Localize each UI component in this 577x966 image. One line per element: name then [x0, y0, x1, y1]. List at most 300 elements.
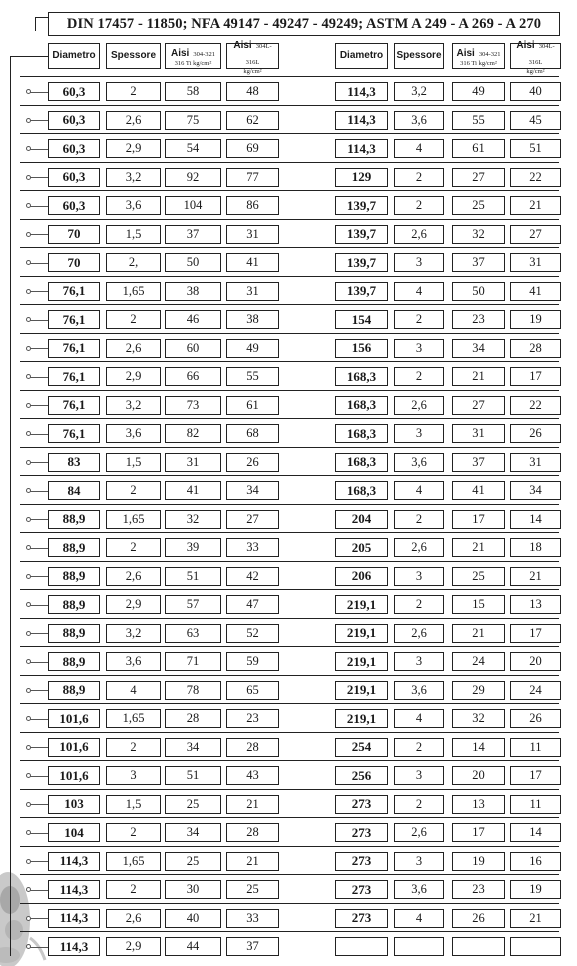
cell-aisi-304-right: 27: [452, 168, 505, 187]
cell-aisi-304l-left: 28: [226, 823, 279, 842]
header-aisi-304-sub: 316 Ti kg/cm²: [460, 60, 497, 68]
cell-aisi-304-left: 66: [165, 367, 221, 386]
row-separator-line: [20, 247, 559, 248]
row-bullet-dot: [26, 260, 31, 265]
cell-aisi-304l-left: 28: [226, 738, 279, 757]
cell-diametro-right: 219,1: [335, 624, 388, 643]
cell-spessore-left: 2: [106, 823, 161, 842]
cell-aisi-304l-left: 55: [226, 367, 279, 386]
cell-diametro-left: 60,3: [48, 111, 100, 130]
cell-aisi-304l-left: 38: [226, 310, 279, 329]
cell-diametro-left: 103: [48, 795, 100, 814]
row-bullet-dot: [26, 403, 31, 408]
row-separator-line: [20, 732, 559, 733]
row-bullet-dot: [26, 545, 31, 550]
cell-diametro-right: 168,3: [335, 367, 388, 386]
cell-aisi-304-left: 25: [165, 852, 221, 871]
cell-spessore-right: 2,6: [394, 538, 444, 557]
row-bullet-dot: [26, 688, 31, 693]
cell-aisi-304l-right: 16: [510, 852, 561, 871]
cell-aisi-304l-right: 31: [510, 253, 561, 272]
cell-diametro-left: 76,1: [48, 396, 100, 415]
header-aisi-304l-right: [510, 40, 561, 76]
row-separator-line: [20, 874, 559, 875]
cell-aisi-304l-right: 24: [510, 681, 561, 700]
cell-aisi-304-left: 32: [165, 510, 221, 529]
header-diametro-left: [48, 43, 100, 69]
header-aisi-304-main: Aisi: [456, 48, 475, 60]
cell-spessore-right: 4: [394, 709, 444, 728]
row-separator-line: [20, 76, 559, 77]
cell-aisi-304-right: 55: [452, 111, 505, 130]
cell-spessore-left: 3: [106, 766, 161, 785]
row-bullet-dot: [26, 602, 31, 607]
row-separator-line: [20, 162, 559, 163]
cell-diametro-right: 139,7: [335, 225, 388, 244]
cell-aisi-304-right: 25: [452, 567, 505, 586]
row-connector-line: [29, 263, 48, 264]
row-separator-line: [20, 361, 559, 362]
row-separator-line: [20, 475, 559, 476]
cell-aisi-304l-left: 34: [226, 481, 279, 500]
row-connector-line: [29, 576, 48, 577]
cell-spessore-left: 2: [106, 82, 161, 101]
cell-aisi-304l-left: 33: [226, 909, 279, 928]
cell-diametro-left: 101,6: [48, 709, 100, 728]
row-bullet-dot: [26, 745, 31, 750]
row-bullet-dot: [26, 517, 31, 522]
row-separator-line: [20, 931, 559, 932]
cell-aisi-304-right: 13: [452, 795, 505, 814]
header-aisi-304-sub: 316 Ti kg/cm²: [174, 60, 212, 68]
cell-diametro-right: 129: [335, 168, 388, 187]
row-separator-line: [20, 447, 559, 448]
table-frame-top-line: [10, 56, 48, 57]
cell-aisi-304-right: 17: [452, 823, 505, 842]
cell-aisi-304l-left: 68: [226, 424, 279, 443]
cell-diametro-left: 60,3: [48, 168, 100, 187]
cell-aisi-304-right: 15: [452, 595, 505, 614]
cell-spessore-right: 2: [394, 795, 444, 814]
cell-aisi-304l-left: 26: [226, 453, 279, 472]
row-connector-line: [29, 234, 48, 235]
cell-diametro-right: 139,7: [335, 282, 388, 301]
cell-diametro-left: 76,1: [48, 310, 100, 329]
cell-spessore-left: 1,65: [106, 709, 161, 728]
cell-aisi-304-left: 57: [165, 595, 221, 614]
row-bullet-dot: [26, 232, 31, 237]
row-bullet-dot: [26, 346, 31, 351]
cell-spessore-right: 3: [394, 652, 444, 671]
cell-spessore-right: 4: [394, 909, 444, 928]
cell-spessore-right: 3: [394, 253, 444, 272]
header-aisi-304l-grade: 304L-316L: [245, 43, 272, 67]
cell-spessore-right: 4: [394, 139, 444, 158]
row-separator-line: [20, 390, 559, 391]
cell-spessore-left: 2,9: [106, 595, 161, 614]
row-connector-line: [29, 833, 48, 834]
row-bullet-dot: [26, 460, 31, 465]
header-aisi-304l-title: [227, 36, 278, 68]
cell-diametro-left: 76,1: [48, 282, 100, 301]
cell-diametro-left: 76,1: [48, 424, 100, 443]
cell-aisi-304l-left: 49: [226, 339, 279, 358]
cell-diametro-left: 88,9: [48, 652, 100, 671]
cell-aisi-304l-right: 21: [510, 567, 561, 586]
row-bullet-dot: [26, 146, 31, 151]
cell-diametro-left: 88,9: [48, 624, 100, 643]
row-bullet-dot: [26, 830, 31, 835]
cell-spessore-right: 4: [394, 282, 444, 301]
cell-aisi-304-right: 37: [452, 253, 505, 272]
row-bullet-dot: [26, 289, 31, 294]
cell-spessore-right: [394, 937, 444, 956]
cell-spessore-left: 3,2: [106, 168, 161, 187]
row-bullet-dot: [26, 944, 31, 949]
cell-aisi-304l-left: 31: [226, 282, 279, 301]
cell-spessore-left: 1,5: [106, 795, 161, 814]
row-connector-line: [29, 291, 48, 292]
cell-aisi-304-right: 50: [452, 282, 505, 301]
table-frame-vertical-line: [10, 56, 11, 956]
row-separator-line: [20, 846, 559, 847]
cell-aisi-304-left: 51: [165, 567, 221, 586]
cell-diametro-left: 70: [48, 253, 100, 272]
cell-aisi-304-left: 60: [165, 339, 221, 358]
cell-spessore-left: 2,: [106, 253, 161, 272]
cell-spessore-left: 2,9: [106, 937, 161, 956]
cell-aisi-304-left: 104: [165, 196, 221, 215]
cell-spessore-right: 2: [394, 510, 444, 529]
cell-aisi-304l-right: 13: [510, 595, 561, 614]
cell-spessore-left: 3,6: [106, 652, 161, 671]
cell-spessore-right: 2: [394, 595, 444, 614]
cell-diametro-left: 88,9: [48, 567, 100, 586]
cell-diametro-left: 114,3: [48, 880, 100, 899]
cell-diametro-right: 168,3: [335, 396, 388, 415]
cell-diametro-right: 254: [335, 738, 388, 757]
row-separator-line: [20, 105, 559, 106]
cell-spessore-left: 3,6: [106, 196, 161, 215]
header-aisi-304l-title: [511, 36, 560, 68]
cell-diametro-right: 168,3: [335, 453, 388, 472]
row-separator-line: [20, 760, 559, 761]
cell-aisi-304l-right: 14: [510, 823, 561, 842]
cell-diametro-right: 256: [335, 766, 388, 785]
cell-aisi-304l-left: 42: [226, 567, 279, 586]
cell-spessore-left: 2: [106, 538, 161, 557]
cell-spessore-right: 2: [394, 196, 444, 215]
cell-diametro-left: 76,1: [48, 339, 100, 358]
cell-diametro-left: 60,3: [48, 139, 100, 158]
cell-diametro-right: 139,7: [335, 253, 388, 272]
header-aisi-304l-grade: 304L-316L: [528, 43, 555, 67]
cell-diametro-right: 114,3: [335, 82, 388, 101]
row-connector-line: [29, 120, 48, 121]
row-separator-line: [20, 333, 559, 334]
cell-spessore-right: 2: [394, 738, 444, 757]
cell-diametro-right: 273: [335, 823, 388, 842]
cell-diametro-left: 83: [48, 453, 100, 472]
cell-aisi-304-right: 34: [452, 339, 505, 358]
cell-aisi-304-left: 44: [165, 937, 221, 956]
cell-spessore-left: 1,5: [106, 453, 161, 472]
cell-aisi-304l-left: 65: [226, 681, 279, 700]
row-connector-line: [29, 861, 48, 862]
corner-decoration-image: [0, 860, 48, 966]
cell-aisi-304-right: 25: [452, 196, 505, 215]
cell-diametro-left: 84: [48, 481, 100, 500]
cell-aisi-304l-right: 22: [510, 396, 561, 415]
row-separator-line: [20, 418, 559, 419]
row-separator-line: [20, 504, 559, 505]
cell-aisi-304-left: 28: [165, 709, 221, 728]
cell-aisi-304l-left: 23: [226, 709, 279, 728]
row-bullet-dot: [26, 773, 31, 778]
row-connector-line: [29, 405, 48, 406]
cell-aisi-304-left: 40: [165, 909, 221, 928]
row-connector-line: [29, 719, 48, 720]
cell-spessore-left: 1,65: [106, 282, 161, 301]
cell-aisi-304l-right: 28: [510, 339, 561, 358]
cell-aisi-304l-right: 21: [510, 909, 561, 928]
header-aisi-304l-main: Aisi: [516, 40, 535, 52]
cell-aisi-304-left: 82: [165, 424, 221, 443]
cell-aisi-304-right: 21: [452, 367, 505, 386]
header-aisi-304l-main: Aisi: [233, 40, 252, 52]
cell-aisi-304l-right: 17: [510, 367, 561, 386]
header-spessore-left: [106, 43, 161, 69]
cell-diametro-left: 60,3: [48, 82, 100, 101]
header-aisi-304-title: [456, 44, 500, 60]
row-connector-line: [29, 434, 48, 435]
cell-aisi-304l-left: 31: [226, 225, 279, 244]
cell-aisi-304l-right: 11: [510, 795, 561, 814]
cell-diametro-right: 273: [335, 880, 388, 899]
row-connector-line: [29, 348, 48, 349]
cell-diametro-left: 88,9: [48, 510, 100, 529]
cell-aisi-304l-left: 37: [226, 937, 279, 956]
cell-aisi-304l-right: 17: [510, 624, 561, 643]
cell-aisi-304-left: 46: [165, 310, 221, 329]
cell-aisi-304l-left: 25: [226, 880, 279, 899]
cell-spessore-left: 3,6: [106, 424, 161, 443]
header-aisi-304-left: [165, 43, 221, 69]
row-separator-line: [20, 561, 559, 562]
cell-diametro-right: 273: [335, 795, 388, 814]
cell-diametro-right: 114,3: [335, 111, 388, 130]
cell-aisi-304l-left: 41: [226, 253, 279, 272]
header-aisi-304l-sub: kg/cm²: [243, 68, 262, 76]
cell-spessore-left: 2: [106, 310, 161, 329]
cell-spessore-left: 2,6: [106, 339, 161, 358]
cell-aisi-304l-right: 27: [510, 225, 561, 244]
cell-aisi-304-right: 61: [452, 139, 505, 158]
cell-spessore-left: 2: [106, 738, 161, 757]
cell-aisi-304l-right: 31: [510, 453, 561, 472]
cell-spessore-right: 2: [394, 310, 444, 329]
cell-diametro-left: 88,9: [48, 595, 100, 614]
cell-spessore-left: 2,9: [106, 139, 161, 158]
header-aisi-304-grade: 304-321: [193, 51, 215, 59]
cell-aisi-304l-right: 21: [510, 196, 561, 215]
cell-aisi-304-left: 37: [165, 225, 221, 244]
cell-spessore-left: 3,2: [106, 396, 161, 415]
cell-aisi-304l-right: 51: [510, 139, 561, 158]
cell-spessore-right: 3: [394, 567, 444, 586]
cell-aisi-304-left: 51: [165, 766, 221, 785]
cell-diametro-right: 219,1: [335, 652, 388, 671]
row-separator-line: [20, 675, 559, 676]
cell-spessore-left: 2: [106, 481, 161, 500]
cell-diametro-left: 114,3: [48, 852, 100, 871]
cell-aisi-304-right: 32: [452, 709, 505, 728]
cell-diametro-right: [335, 937, 388, 956]
row-bullet-dot: [26, 431, 31, 436]
header-aisi-304-title: [171, 44, 215, 60]
cell-diametro-left: 104: [48, 823, 100, 842]
cell-aisi-304-right: 37: [452, 453, 505, 472]
cell-aisi-304l-right: 18: [510, 538, 561, 557]
cell-spessore-right: 3,6: [394, 880, 444, 899]
cell-aisi-304l-right: 20: [510, 652, 561, 671]
cell-aisi-304-left: 54: [165, 139, 221, 158]
row-bullet-dot: [26, 631, 31, 636]
row-connector-line: [29, 662, 48, 663]
row-bullet-dot: [26, 118, 31, 123]
cell-spessore-right: 3,6: [394, 681, 444, 700]
row-separator-line: [20, 304, 559, 305]
cell-diametro-right: 219,1: [335, 681, 388, 700]
row-bullet-dot: [26, 374, 31, 379]
row-connector-line: [29, 320, 48, 321]
row-connector-line: [29, 462, 48, 463]
row-connector-line: [29, 548, 48, 549]
cell-diametro-right: 156: [335, 339, 388, 358]
row-separator-line: [20, 703, 559, 704]
cell-aisi-304-right: 26: [452, 909, 505, 928]
header-spessore-label: Spessore: [110, 50, 157, 61]
standards-title: DIN 17457 - 11850; NFA 49147 - 49247 - 49249; ASTM A 249 - A 269 - A 270: [48, 12, 560, 36]
row-bullet-dot: [26, 659, 31, 664]
cell-diametro-left: 101,6: [48, 738, 100, 757]
cell-spessore-left: 4: [106, 681, 161, 700]
row-connector-line: [29, 491, 48, 492]
cell-spessore-left: 3,2: [106, 624, 161, 643]
row-connector-line: [29, 947, 48, 948]
row-bullet-dot: [26, 317, 31, 322]
cell-spessore-left: 2,9: [106, 367, 161, 386]
cell-aisi-304l-left: 86: [226, 196, 279, 215]
cell-aisi-304-right: 27: [452, 396, 505, 415]
row-bullet-dot: [26, 716, 31, 721]
cell-aisi-304-right: 41: [452, 481, 505, 500]
cell-aisi-304-left: 63: [165, 624, 221, 643]
cell-spessore-right: 3: [394, 424, 444, 443]
row-connector-line: [29, 918, 48, 919]
cell-aisi-304l-right: 22: [510, 168, 561, 187]
header-aisi-304-right: [452, 43, 505, 69]
cell-diametro-left: 114,3: [48, 937, 100, 956]
cell-aisi-304l-right: 19: [510, 880, 561, 899]
cell-aisi-304l-left: 77: [226, 168, 279, 187]
cell-spessore-left: 2,6: [106, 111, 161, 130]
cell-aisi-304l-right: 41: [510, 282, 561, 301]
cell-diametro-right: 273: [335, 909, 388, 928]
cell-spessore-right: 2,6: [394, 624, 444, 643]
cell-aisi-304-right: [452, 937, 505, 956]
cell-diametro-left: 60,3: [48, 196, 100, 215]
cell-aisi-304-left: 58: [165, 82, 221, 101]
header-aisi-304l-sub: kg/cm²: [526, 68, 545, 76]
cell-spessore-right: 3: [394, 852, 444, 871]
row-bullet-dot: [26, 916, 31, 921]
header-aisi-304-grade: 304-321: [478, 51, 501, 59]
row-connector-line: [29, 776, 48, 777]
cell-aisi-304l-left: 52: [226, 624, 279, 643]
cell-diametro-right: 139,7: [335, 196, 388, 215]
row-separator-line: [20, 646, 559, 647]
row-separator-line: [20, 133, 559, 134]
cell-spessore-right: 4: [394, 481, 444, 500]
header-spessore-right: [394, 43, 444, 69]
header-aisi-304-main: Aisi: [170, 48, 190, 60]
cell-spessore-left: 1,5: [106, 225, 161, 244]
row-bullet-dot: [26, 802, 31, 807]
header-aisi-304l-left: [226, 40, 279, 76]
row-separator-line: [20, 903, 559, 904]
row-separator-line: [20, 276, 559, 277]
row-bullet-dot: [26, 175, 31, 180]
cell-spessore-right: 3: [394, 766, 444, 785]
cell-spessore-right: 2,6: [394, 823, 444, 842]
cell-aisi-304l-left: 61: [226, 396, 279, 415]
cell-spessore-left: 2,6: [106, 909, 161, 928]
cell-aisi-304l-left: 21: [226, 795, 279, 814]
cell-aisi-304l-right: 17: [510, 766, 561, 785]
row-connector-line: [29, 804, 48, 805]
cell-aisi-304-right: 17: [452, 510, 505, 529]
cell-aisi-304-left: 39: [165, 538, 221, 557]
cell-aisi-304-left: 92: [165, 168, 221, 187]
cell-aisi-304-right: 23: [452, 310, 505, 329]
header-spessore-label: Spessore: [396, 50, 442, 61]
row-bullet-dot: [26, 203, 31, 208]
cell-spessore-left: 1,65: [106, 510, 161, 529]
row-connector-line: [29, 519, 48, 520]
cell-aisi-304l-right: 19: [510, 310, 561, 329]
cell-aisi-304l-right: [510, 937, 561, 956]
row-bullet-dot: [26, 859, 31, 864]
cell-aisi-304-right: 19: [452, 852, 505, 871]
row-bullet-dot: [26, 574, 31, 579]
cell-aisi-304-left: 38: [165, 282, 221, 301]
cell-spessore-right: 3,6: [394, 111, 444, 130]
row-separator-line: [20, 589, 559, 590]
row-connector-line: [29, 377, 48, 378]
cell-diametro-right: 204: [335, 510, 388, 529]
cell-spessore-right: 2: [394, 168, 444, 187]
cell-aisi-304l-left: 27: [226, 510, 279, 529]
cell-aisi-304-left: 75: [165, 111, 221, 130]
cell-diametro-right: 219,1: [335, 709, 388, 728]
cell-spessore-right: 3: [394, 339, 444, 358]
cell-aisi-304-right: 20: [452, 766, 505, 785]
cell-spessore-left: 2,6: [106, 567, 161, 586]
cell-diametro-left: 70: [48, 225, 100, 244]
cell-diametro-right: 114,3: [335, 139, 388, 158]
cell-aisi-304-left: 41: [165, 481, 221, 500]
